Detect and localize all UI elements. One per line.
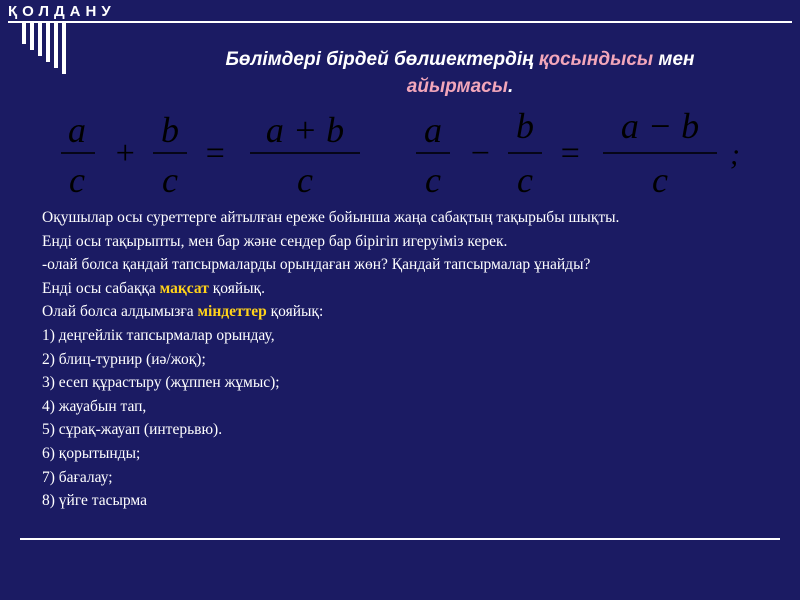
list-item: 2) блиц-турнир (иә/жоқ);	[42, 350, 206, 368]
text-line: Оқушылар осы суреттерге айтылған ереже бойынша жаңа сабақтың тақырыбы шықты.	[42, 209, 620, 226]
list-item: 5) сұрақ-жауап (интерьвю).	[42, 421, 223, 439]
title-highlight-difference: айырмасы	[406, 76, 508, 97]
tasks-line	[42, 300, 792, 324]
sum-right-denominator: c	[162, 160, 178, 200]
slide-title	[150, 46, 770, 100]
title-part2: мен	[653, 49, 695, 70]
slide-section-label: ҚОЛДАНУ	[8, 3, 116, 20]
sum-equals: =	[203, 135, 227, 172]
sum-right-numerator: b	[161, 110, 179, 150]
diff-left-denominator: c	[425, 160, 441, 200]
formula-end-semicolon: ;	[730, 138, 740, 171]
lesson-text	[42, 206, 792, 513]
diff-result-denominator: c	[652, 160, 668, 200]
title-highlight-sum: қосындысы	[538, 49, 654, 70]
list-item: 8) үйге тасырма	[42, 492, 147, 510]
diff-right-denominator: c	[517, 160, 533, 200]
sum-operator: +	[113, 135, 137, 172]
title-part3: .	[507, 76, 514, 97]
title-part1: Бөлімдері бірдей бөлшектердің	[225, 49, 539, 70]
fraction-formulas	[55, 108, 755, 203]
goal-line-post: қояйық.	[208, 279, 265, 297]
goal-line	[42, 277, 792, 301]
decorative-bars	[0, 0, 90, 75]
list-item: 1) деңгейлік тапсырмалар орындау,	[42, 326, 275, 344]
diff-operator: −	[468, 135, 492, 172]
list-item: 3) есеп құрастыру (жұппен жұмыс);	[42, 374, 280, 392]
goal-keyword: мақсат	[159, 279, 209, 297]
diff-equals: =	[558, 135, 582, 172]
diff-left-numerator: a	[424, 110, 442, 150]
sum-result-numerator: a + b	[265, 110, 345, 150]
tasks-line-pre: Олай болса алдымызға	[42, 303, 198, 321]
sum-result-denominator: c	[297, 160, 313, 200]
bottom-divider	[20, 538, 780, 540]
tasks-line-post: қояйық:	[266, 303, 324, 321]
sum-left-denominator: c	[69, 160, 85, 200]
list-item: 6) қорытынды;	[42, 444, 141, 462]
diff-right-numerator: b	[516, 108, 534, 146]
tasks-keyword: міндеттер	[197, 303, 267, 321]
text-line: Енді осы тақырыпты, мен бар және сендер бар бірігіп игеруіміз керек.	[42, 232, 508, 250]
goal-line-pre: Енді осы сабаққа	[42, 279, 160, 297]
sum-left-numerator: a	[68, 110, 86, 150]
diff-result-numerator: a − b	[620, 108, 700, 146]
list-item: 4) жауабын тап,	[42, 397, 147, 415]
list-item: 7) бағалау;	[42, 468, 113, 486]
top-divider	[8, 21, 792, 23]
text-line: -олай болса қандай тапсырмаларды орындаған жөн? Қандай тапсырмалар ұнайды?	[42, 256, 591, 274]
